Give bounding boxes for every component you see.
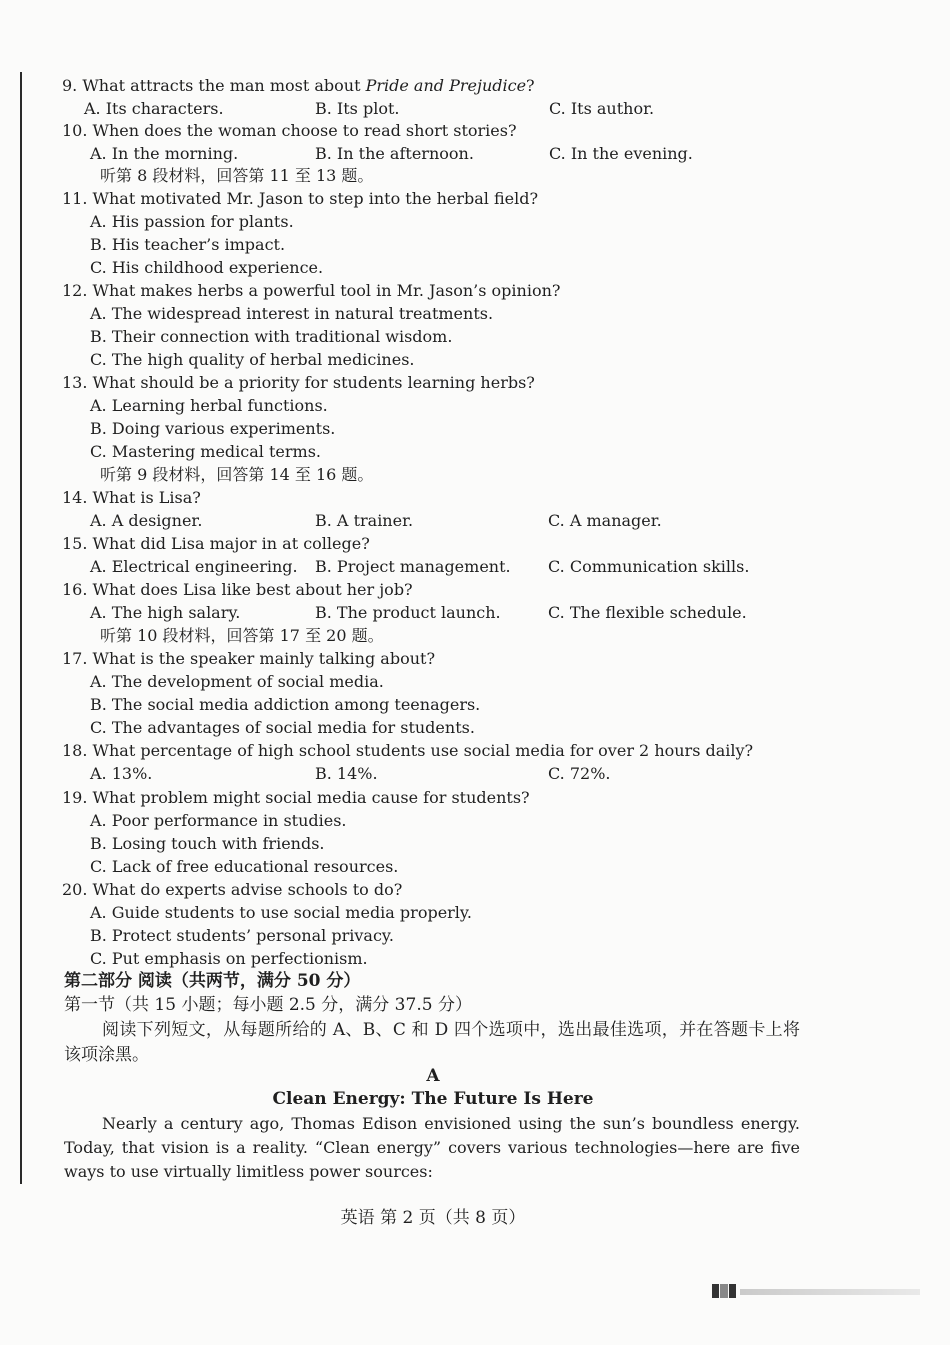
section-10-instruction: 听第 10 段材料，回答第 17 至 20 题。 bbox=[100, 626, 384, 645]
question-20: 20. What do experts advise schools to do? bbox=[62, 880, 403, 899]
margin-rule bbox=[20, 72, 22, 1184]
q20-option-a: A. Guide students to use social media properly. bbox=[90, 903, 472, 922]
question-10: 10. When does the woman choose to read short stories? bbox=[62, 121, 517, 140]
question-13: 13. What should be a priority for students learning herbs? bbox=[62, 373, 535, 392]
q20-option-c: C. Put emphasis on perfectionism. bbox=[90, 949, 368, 968]
q15-option-c: C. Communication skills. bbox=[548, 557, 750, 576]
passage-letter: A bbox=[426, 1066, 440, 1086]
q13-option-a: A. Learning herbal functions. bbox=[90, 396, 328, 415]
q13-option-c: C. Mastering medical terms. bbox=[90, 442, 321, 461]
question-12: 12. What makes herbs a powerful tool in Mr. Jason’s opinion? bbox=[62, 281, 561, 300]
q9-option-c: C. Its author. bbox=[549, 99, 655, 118]
q12-option-b: B. Their connection with traditional wisdom. bbox=[90, 327, 453, 346]
q18-option-a: A. 13%. bbox=[90, 764, 153, 783]
question-9: 9. What attracts the man most about Pride and Prejudice? bbox=[62, 76, 535, 95]
q13-option-b: B. Doing various experiments. bbox=[90, 419, 336, 438]
q20-option-b: B. Protect students’ personal privacy. bbox=[90, 926, 394, 945]
q9-option-a: A. Its characters. bbox=[84, 99, 224, 118]
question-18: 18. What percentage of high school students use social media for over 2 hours daily? bbox=[62, 741, 754, 760]
q12-option-c: C. The high quality of herbal medicines. bbox=[90, 350, 415, 369]
q17-option-c: C. The advantages of social media for students. bbox=[90, 718, 475, 737]
watermark bbox=[740, 1289, 920, 1295]
question-16: 16. What does Lisa like best about her job? bbox=[62, 580, 413, 599]
passage-text: Nearly a century ago, Thomas Edison envisioned using the sun’s boundless energy. Today, that vision is a reality. “Clean energy” covers various technologies—here are five ways to use virtually limitless power sources: bbox=[64, 1114, 800, 1181]
qr-code-icon bbox=[712, 1284, 736, 1298]
q16-option-c: C. The flexible schedule. bbox=[548, 603, 747, 622]
q16-option-a: A. The high salary. bbox=[90, 603, 241, 622]
q19-option-c: C. Lack of free educational resources. bbox=[90, 857, 399, 876]
q14-option-a: A. A designer. bbox=[90, 511, 203, 530]
q17-option-a: A. The development of social media. bbox=[90, 672, 384, 691]
q19-option-a: A. Poor performance in studies. bbox=[90, 811, 347, 830]
q10-option-a: A. In the morning. bbox=[90, 144, 239, 163]
q17-option-b: B. The social media addiction among teenagers. bbox=[90, 695, 481, 714]
q19-option-b: B. Losing touch with friends. bbox=[90, 834, 325, 853]
q11-option-c: C. His childhood experience. bbox=[90, 258, 324, 277]
q12-option-a: A. The widespread interest in natural treatments. bbox=[90, 304, 494, 323]
q18-option-c: C. 72%. bbox=[548, 764, 611, 783]
q15-option-a: A. Electrical engineering. bbox=[90, 557, 298, 576]
q10-option-c: C. In the evening. bbox=[549, 144, 693, 163]
section-8-instruction: 听第 8 段材料，回答第 11 至 13 题。 bbox=[100, 166, 374, 185]
q14-option-c: C. A manager. bbox=[548, 511, 662, 530]
q16-option-b: B. The product launch. bbox=[315, 603, 501, 622]
question-19: 19. What problem might social media cause for students? bbox=[62, 788, 530, 807]
q15-option-b: B. Project management. bbox=[315, 557, 511, 576]
q11-option-b: B. His teacher’s impact. bbox=[90, 235, 286, 254]
q18-option-b: B. 14%. bbox=[315, 764, 378, 783]
part2-instruction: 阅读下列短文，从每题所给的 A、B、C 和 D 四个选项中，选出最佳选项，并在答题卡上将该项涂黑。 bbox=[64, 1020, 800, 1065]
q11-option-a: A. His passion for plants. bbox=[90, 212, 294, 231]
part2-subheading: 第一节（共 15 小题；每小题 2.5 分，满分 37.5 分） bbox=[64, 995, 472, 1015]
section-9-instruction: 听第 9 段材料，回答第 14 至 16 题。 bbox=[100, 465, 374, 484]
question-14: 14. What is Lisa? bbox=[62, 488, 201, 507]
q10-option-b: B. In the afternoon. bbox=[315, 144, 474, 163]
question-15: 15. What did Lisa major in at college? bbox=[62, 534, 370, 553]
question-17: 17. What is the speaker mainly talking about? bbox=[62, 649, 436, 668]
q9-option-b: B. Its plot. bbox=[315, 99, 400, 118]
page-footer: 英语 第 2 页（共 8 页） bbox=[340, 1208, 526, 1228]
passage-title: Clean Energy: The Future Is Here bbox=[272, 1089, 594, 1109]
question-11: 11. What motivated Mr. Jason to step into the herbal field? bbox=[62, 189, 539, 208]
part2-heading: 第二部分 阅读（共两节，满分 50 分） bbox=[64, 971, 361, 991]
q14-option-b: B. A trainer. bbox=[315, 511, 414, 530]
